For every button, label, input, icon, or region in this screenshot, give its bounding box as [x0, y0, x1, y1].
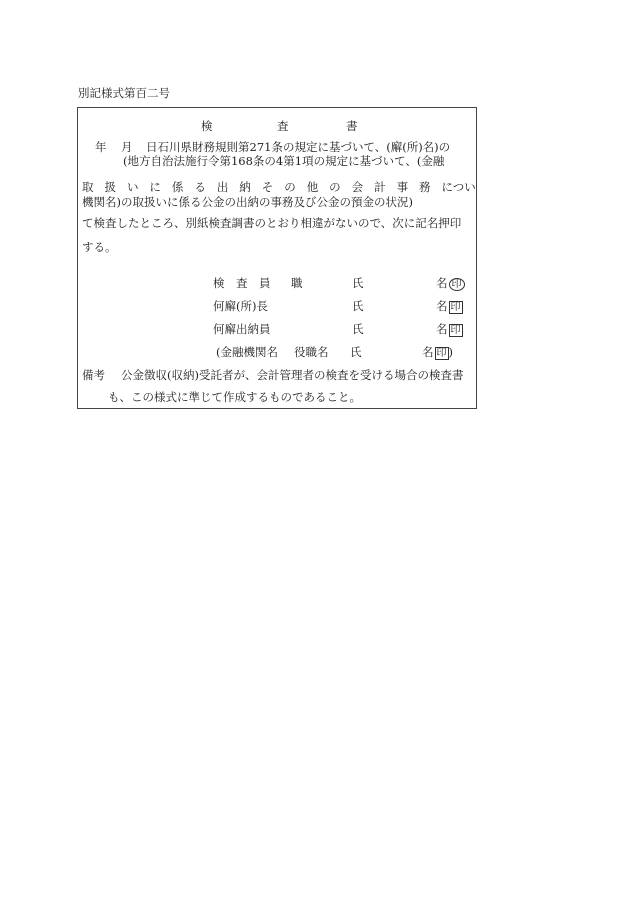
seal-icon: 印	[436, 348, 447, 359]
body-line-4: 機関名)の取扱いに係る公金の出納の事務及び公金の預金の状況)	[82, 195, 413, 209]
inspection-form-box	[77, 107, 477, 409]
body-line-3-char: 取	[82, 180, 94, 194]
signature-mei	[436, 321, 463, 337]
signature-shi: 氏	[352, 322, 364, 336]
signature-title: 役職名	[294, 345, 329, 359]
signature-role: 何廨(所)長	[213, 299, 268, 313]
closing-paren: )	[448, 345, 453, 359]
signature-title: 職	[291, 276, 303, 290]
signature-mei-label: 名	[436, 299, 448, 313]
form-number: 別記様式第百二号	[78, 86, 170, 100]
seal-icon: 印	[450, 325, 461, 336]
body-line-3-char: い	[126, 180, 139, 194]
signature-mei-label: 名	[436, 276, 448, 290]
title-char-1: 検	[201, 119, 213, 133]
body-line-3-char: 会	[351, 180, 364, 194]
signature-mei-label: 名	[436, 322, 448, 336]
body-line-3-char: 計	[374, 180, 386, 194]
signature-mei-label: 名	[422, 345, 434, 359]
signature-mei	[422, 344, 453, 360]
body-line-5: て検査したところ、別紙検査調書のとおり相違がないので、次に記名押印	[82, 216, 462, 230]
signature-shi: 氏	[352, 276, 364, 290]
remarks-label: 備考	[82, 368, 105, 382]
signature-role: 何廨出納員	[213, 322, 271, 336]
body-line-3-char: そ	[261, 180, 274, 194]
body-line-3-char: 係	[171, 180, 184, 194]
body-line-3-char: 扱	[104, 180, 116, 194]
body-line-3-char: 事	[396, 180, 409, 194]
body-line-2: (地方自治法施行令第168条の4第1項の規定に基づいて、(金融	[123, 154, 445, 168]
signature-shi: 氏	[350, 345, 362, 359]
body-line-3-char: につい	[441, 180, 476, 194]
signature-mei	[436, 275, 465, 291]
body-line-3-char: の	[284, 180, 296, 194]
year-label: 年	[95, 140, 107, 154]
signature-mei	[436, 298, 463, 314]
title-char-2: 査	[277, 119, 289, 133]
body-line-3-char: 他	[306, 180, 319, 194]
body-line-6: する。	[82, 240, 117, 254]
body-line-3	[82, 179, 476, 195]
signature-role: 検 査 員	[213, 276, 271, 290]
body-line-1: 日石川県財務規則第271条の規定に基づいて、(廨(所)名)の	[146, 140, 451, 154]
seal-icon: 印	[450, 302, 461, 313]
signature-role: (金融機関名	[216, 345, 278, 359]
seal-icon: 印	[449, 278, 465, 291]
body-line-3-char: 出	[216, 180, 229, 194]
body-line-3-char: 務	[419, 180, 431, 194]
month-label: 月	[121, 140, 133, 154]
remarks-line-1: 公金徴収(収納)受託者が、会計管理者の検査を受ける場合の検査書	[121, 368, 464, 382]
body-line-3-char: の	[329, 180, 341, 194]
title-char-3: 書	[346, 119, 358, 133]
body-line-3-char: に	[149, 180, 161, 194]
signature-shi: 氏	[352, 299, 364, 313]
remarks-line-2: も、この様式に準じて作成するものであること。	[108, 390, 361, 404]
body-line-3-char: 納	[239, 180, 251, 194]
body-line-3-char: る	[194, 180, 206, 194]
